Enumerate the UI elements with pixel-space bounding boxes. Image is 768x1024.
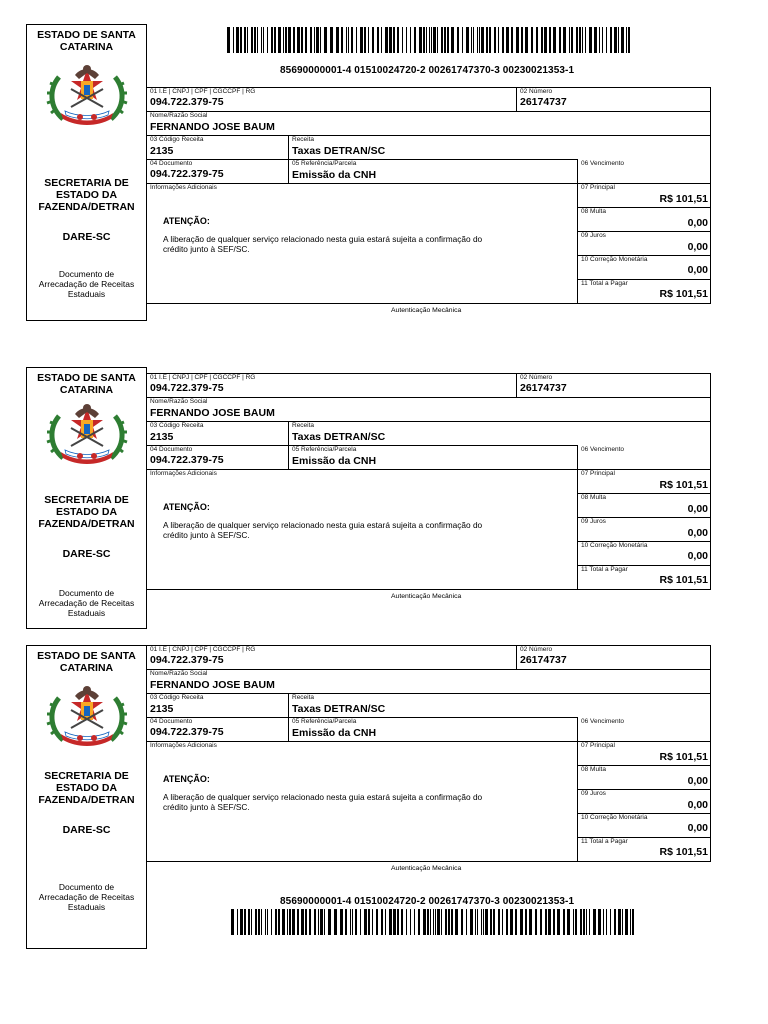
ie-label: 01 I.E | CNPJ | CPF | CGCCPF | RG [150, 374, 256, 381]
correcao-label: 10 Correção Monetária [581, 814, 648, 821]
principal-label: 07 Principal [581, 742, 615, 749]
correcao-value: 0,00 [687, 550, 708, 562]
juros-label: 09 Juros [581, 518, 606, 525]
coat-of-arms-icon [45, 398, 129, 468]
notice-title: ATENÇÃO: [163, 216, 210, 226]
secretaria-title: SECRETARIA DE ESTADO DA FAZENDA/DETRAN [38, 177, 135, 213]
receita-label: Receita [292, 422, 315, 429]
multa-value: 0,00 [687, 775, 708, 787]
referencia-label: 05 Referência/Parcela [292, 718, 357, 725]
notice-text: A liberação de qualquer serviço relacionado nesta guia estará sujeita a confirmação do crédito junto à SEF/SC. [163, 792, 483, 812]
principal-value: R$ 101,51 [659, 479, 708, 491]
auth-label: Autenticação Mecânica [391, 865, 462, 872]
ie-value: 094.722.379-75 [150, 654, 224, 666]
vencimento-label: 06 Vencimento [581, 718, 625, 725]
dare-title: DARE-SC [62, 824, 111, 836]
notice-text: A liberação de qualquer serviço relacionado nesta guia estará sujeita a confirmação do crédito junto à SEF/SC. [163, 520, 483, 540]
ie-label: 01 I.E | CNPJ | CPF | CGCCPF | RG [150, 646, 256, 653]
juros-value: 0,00 [687, 799, 708, 811]
correcao-value: 0,00 [687, 822, 708, 834]
issuer-panel [26, 367, 147, 629]
principal-label: 07 Principal [581, 470, 615, 477]
nome-value: FERNANDO JOSE BAUM [150, 121, 275, 133]
total-label: 11 Total a Pagar [581, 566, 628, 573]
juros-label: 09 Juros [581, 232, 606, 239]
dare-title: DARE-SC [62, 231, 111, 243]
auth-label: Autenticação Mecânica [391, 307, 462, 314]
multa-value: 0,00 [687, 217, 708, 229]
receita-value: Taxas DETRAN/SC [292, 431, 386, 443]
referencia-label: 05 Referência/Parcela [292, 446, 357, 453]
receita-value: Taxas DETRAN/SC [292, 703, 386, 715]
referencia-label: 05 Referência/Parcela [292, 160, 357, 167]
ie-label: 01 I.E | CNPJ | CPF | CGCCPF | RG [150, 88, 256, 95]
multa-value: 0,00 [687, 503, 708, 515]
principal-value: R$ 101,51 [659, 751, 708, 763]
notice-title: ATENÇÃO: [163, 774, 210, 784]
codigo-label: 03 Código Receita [150, 136, 204, 143]
documento-label: 04 Documento [150, 446, 193, 453]
receita-label: Receita [292, 136, 315, 143]
correcao-label: 10 Correção Monetária [581, 542, 648, 549]
notice-title: ATENÇÃO: [163, 502, 210, 512]
numero-value: 26174737 [520, 96, 567, 108]
nome-label: Nome/Razão Social [150, 398, 208, 405]
document-description: Documento de Arrecadação de Receitas Estaduais [38, 882, 135, 912]
secretaria-title: SECRETARIA DE ESTADO DA FAZENDA/DETRAN [38, 494, 135, 530]
referencia-value: Emissão da CNH [292, 727, 377, 739]
issuer-panel [26, 645, 147, 949]
auth-label: Autenticação Mecânica [391, 593, 462, 600]
codigo-value: 2135 [150, 145, 174, 157]
coat-of-arms-icon [45, 59, 129, 129]
document-description: Documento de Arrecadação de Receitas Estaduais [38, 269, 135, 299]
total-label: 11 Total a Pagar [581, 280, 628, 287]
ie-value: 094.722.379-75 [150, 382, 224, 394]
info-label: Informações Adicionais [150, 184, 217, 191]
dare-title: DARE-SC [62, 548, 111, 560]
ie-value: 094.722.379-75 [150, 96, 224, 108]
codigo-value: 2135 [150, 703, 174, 715]
codigo-label: 03 Código Receita [150, 694, 204, 701]
documento-value: 094.722.379-75 [150, 168, 224, 180]
juros-label: 09 Juros [581, 790, 606, 797]
numero-label: 02 Número [520, 646, 553, 653]
documento-value: 094.722.379-75 [150, 726, 224, 738]
referencia-value: Emissão da CNH [292, 455, 377, 467]
documento-label: 04 Documento [150, 160, 193, 167]
secretaria-title: SECRETARIA DE ESTADO DA FAZENDA/DETRAN [38, 770, 135, 806]
barcode-top [227, 27, 631, 53]
barcode-digits-bottom: 85690000001-4 01510024720-2 00261747370-3 00230021353-1 [280, 896, 575, 907]
total-value: R$ 101,51 [659, 574, 708, 586]
codigo-label: 03 Código Receita [150, 422, 204, 429]
info-label: Informações Adicionais [150, 742, 217, 749]
barcode-bottom [231, 909, 635, 935]
state-title: ESTADO DE SANTA CATARINA [37, 29, 136, 53]
total-value: R$ 101,51 [659, 846, 708, 858]
state-title: ESTADO DE SANTA CATARINA [37, 650, 136, 674]
info-label: Informações Adicionais [150, 470, 217, 477]
receita-label: Receita [292, 694, 315, 701]
numero-label: 02 Número [520, 88, 553, 95]
referencia-value: Emissão da CNH [292, 169, 377, 181]
issuer-panel [26, 24, 147, 321]
numero-value: 26174737 [520, 654, 567, 666]
correcao-value: 0,00 [687, 264, 708, 276]
nome-label: Nome/Razão Social [150, 670, 208, 677]
document-description: Documento de Arrecadação de Receitas Estaduais [38, 588, 135, 618]
vencimento-label: 06 Vencimento [581, 160, 625, 167]
total-label: 11 Total a Pagar [581, 838, 628, 845]
codigo-value: 2135 [150, 431, 174, 443]
numero-value: 26174737 [520, 382, 567, 394]
documento-value: 094.722.379-75 [150, 454, 224, 466]
vencimento-label: 06 Vencimento [581, 446, 625, 453]
multa-label: 08 Multa [581, 208, 606, 215]
juros-value: 0,00 [687, 527, 708, 539]
coat-of-arms-icon [45, 680, 129, 750]
notice-text: A liberação de qualquer serviço relacionado nesta guia estará sujeita a confirmação do crédito junto à SEF/SC. [163, 234, 483, 254]
correcao-label: 10 Correção Monetária [581, 256, 648, 263]
nome-value: FERNANDO JOSE BAUM [150, 679, 275, 691]
principal-value: R$ 101,51 [659, 193, 708, 205]
total-value: R$ 101,51 [659, 288, 708, 300]
documento-label: 04 Documento [150, 718, 193, 725]
nome-value: FERNANDO JOSE BAUM [150, 407, 275, 419]
juros-value: 0,00 [687, 241, 708, 253]
multa-label: 08 Multa [581, 766, 606, 773]
nome-label: Nome/Razão Social [150, 112, 208, 119]
state-title: ESTADO DE SANTA CATARINA [37, 372, 136, 396]
barcode-digits-top: 85690000001-4 01510024720-2 00261747370-3 00230021353-1 [280, 65, 575, 76]
multa-label: 08 Multa [581, 494, 606, 501]
principal-label: 07 Principal [581, 184, 615, 191]
numero-label: 02 Número [520, 374, 553, 381]
receita-value: Taxas DETRAN/SC [292, 145, 386, 157]
